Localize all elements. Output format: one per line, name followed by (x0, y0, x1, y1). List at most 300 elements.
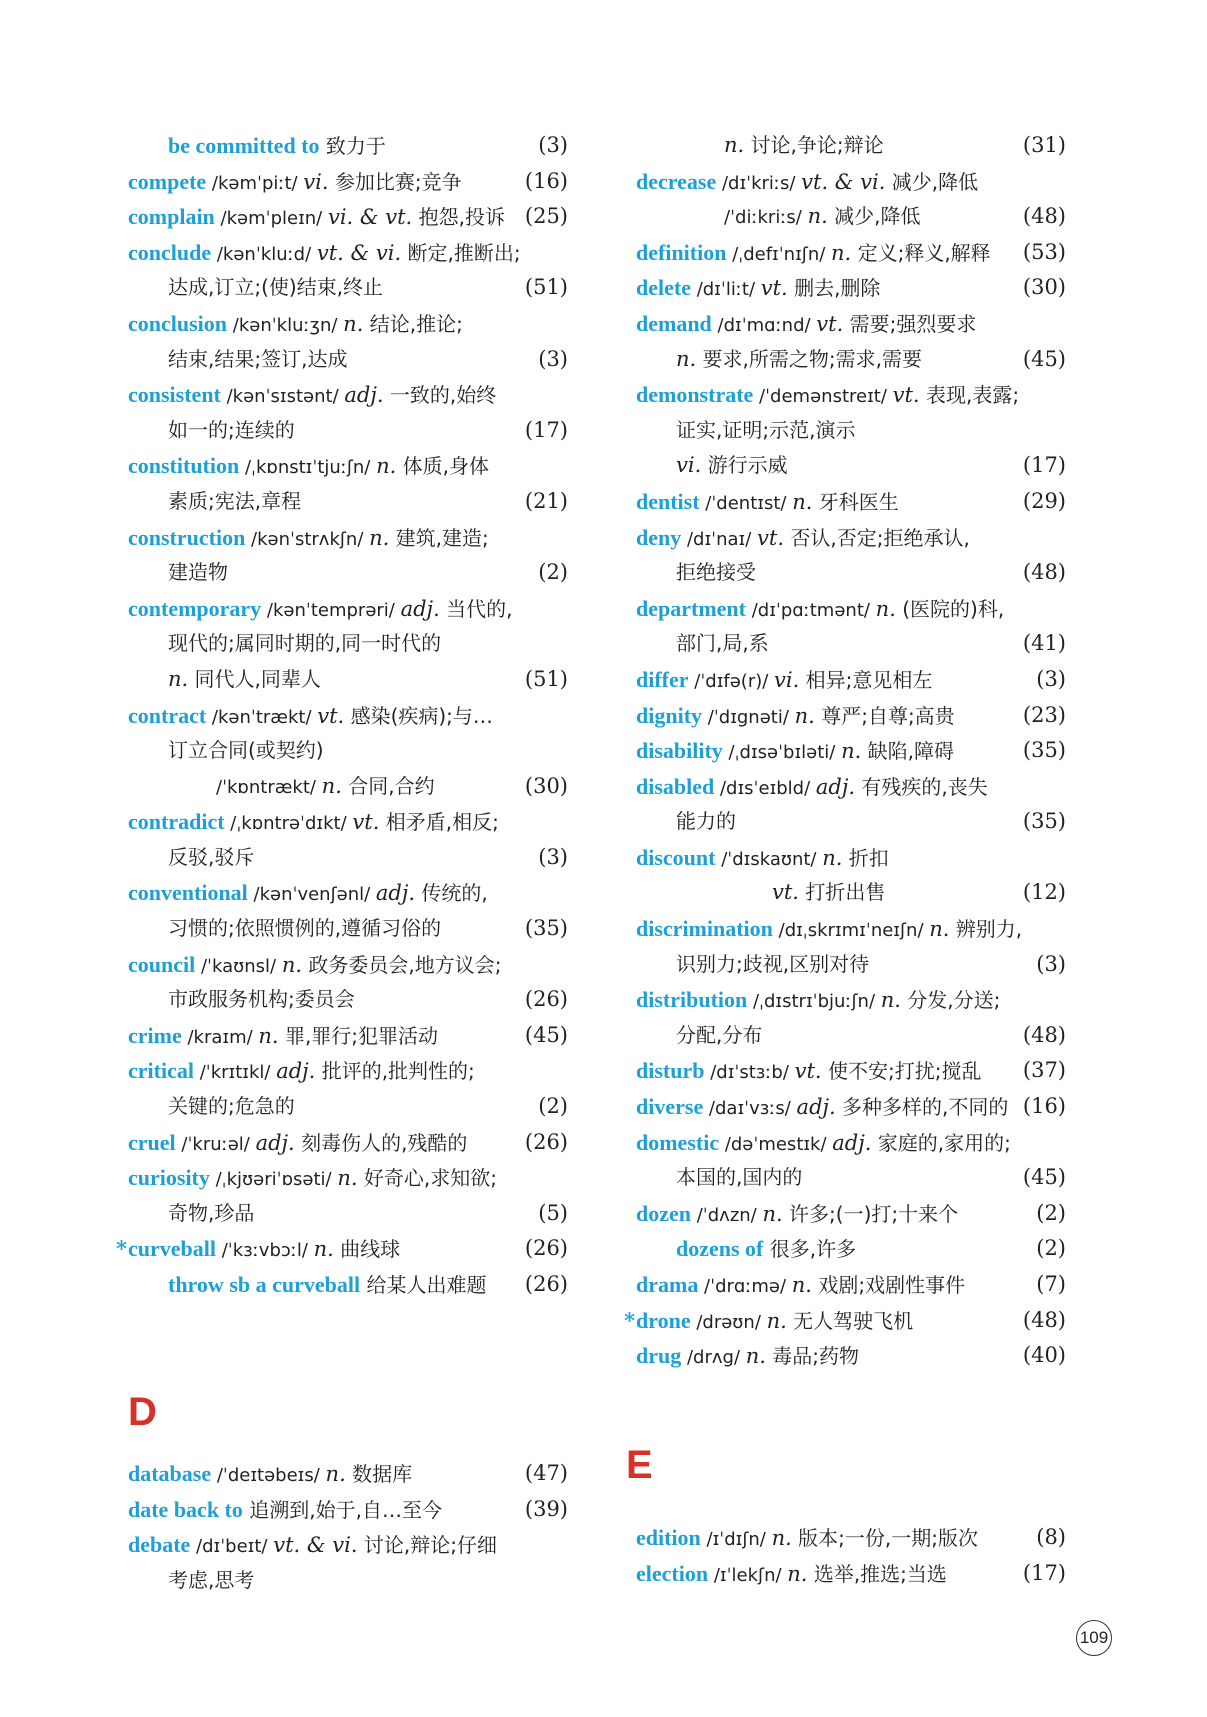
definition: 习惯的;依照惯例的,遵循习俗的 (168, 916, 442, 941)
entry-line (636, 520, 1066, 556)
phonetic: /ˈkɒntrækt/ (216, 776, 322, 798)
entry-line (128, 235, 568, 271)
part-of-speech: n. (325, 1462, 346, 1486)
phonetic: /ˈdɪfə(r)/ (688, 670, 775, 692)
phrase-headword: dozens of (676, 1236, 764, 1262)
definition: 定义;释义,解释 (851, 240, 991, 265)
unit-reference: (17) (524, 417, 568, 442)
part-of-speech: adj. (832, 1130, 872, 1155)
headword: date back to (128, 1496, 243, 1522)
dictionary-entry (128, 1527, 568, 1598)
phonetic: /ˌdefɪˈnɪʃn/ (726, 243, 832, 265)
part-of-speech: n. (376, 454, 397, 479)
unit-reference: (7) (1036, 1272, 1066, 1296)
entry-line (128, 982, 568, 1018)
headword: crime (128, 1022, 182, 1048)
definition: 很多,许多 (763, 1237, 857, 1262)
definition: 断定,推断出; (401, 240, 521, 265)
part-of-speech: n. (762, 1201, 783, 1226)
part-of-speech: n. (676, 346, 697, 371)
entry-line (636, 484, 1066, 520)
entry-line (636, 448, 1066, 484)
unit-reference: (26) (524, 1236, 568, 1261)
definition: 毒品;药物 (765, 1344, 860, 1369)
part-of-speech: n. (841, 739, 862, 764)
phonetic: /dɪˈliːt/ (690, 279, 761, 301)
definition: 考虑,思考 (168, 1567, 255, 1592)
definition: 能力的 (676, 809, 736, 834)
part-of-speech: vt. (816, 311, 844, 336)
headword: council (128, 951, 196, 977)
dictionary-entry (128, 128, 568, 164)
definition: 建筑,建造; (389, 525, 489, 550)
phonetic: /ˈkaʊnsl/ (195, 955, 282, 977)
section-d-entries (128, 1456, 568, 1598)
phonetic: /kənˈstrʌkʃn/ (245, 528, 370, 550)
headword: complain (128, 204, 215, 230)
part-of-speech: n. (771, 1526, 792, 1550)
dictionary-entry (636, 1196, 1066, 1232)
definition: 部门,局,系 (676, 631, 769, 656)
dictionary-entry (624, 1303, 1066, 1339)
part-of-speech: n. (792, 489, 813, 514)
phonetic: /ɪˈlekʃn/ (708, 1564, 788, 1586)
entry-line (128, 342, 568, 378)
entry-line (128, 1492, 568, 1528)
phonetic: /ˈdɪskaʊnt/ (715, 848, 823, 870)
unit-reference: (26) (524, 1272, 568, 1296)
phonetic: /ˌdɪstrɪˈbjuːʃn/ (747, 991, 881, 1013)
entry-line (128, 164, 568, 200)
entry-line (128, 413, 568, 449)
headword: conclusion (128, 310, 228, 336)
definition: 给某人出难题 (360, 1273, 487, 1297)
entry-line (636, 1196, 1066, 1232)
entry-line (128, 1267, 568, 1303)
entry-line (128, 128, 568, 164)
unit-reference: (40) (1022, 1343, 1066, 1368)
unit-reference: (3) (538, 346, 568, 371)
dictionary-entry (128, 1456, 568, 1492)
definition: 戏剧;戏剧性事件 (811, 1273, 966, 1297)
unit-reference: (45) (524, 1022, 568, 1047)
part-of-speech: n. (369, 525, 390, 550)
phonetic: /dɪsˈeɪbld/ (714, 777, 816, 799)
part-of-speech: n. (822, 845, 843, 870)
part-of-speech: n. (168, 666, 189, 691)
entry-line (636, 1125, 1066, 1161)
definition: 建造物 (168, 560, 228, 585)
definition: 使不安;打扰;搅乱 (821, 1059, 982, 1084)
headword: disability (636, 738, 723, 764)
entry-line (636, 1338, 1066, 1374)
part-of-speech: n. (745, 1344, 766, 1369)
entry-line (128, 769, 568, 805)
entry-line (128, 804, 568, 840)
unit-reference: (3) (1036, 666, 1066, 691)
definition: 数据库 (345, 1462, 413, 1486)
unit-reference: (3) (1036, 951, 1066, 976)
definition: 结论,推论; (363, 311, 463, 336)
definition: 家庭的,家用的; (871, 1130, 1011, 1155)
part-of-speech: vt. & vi. (316, 240, 402, 265)
unit-reference: (21) (524, 488, 568, 513)
phonetic: /dɪˈmɑːnd/ (711, 314, 817, 336)
entry-line (128, 306, 568, 342)
headword: debate (128, 1532, 191, 1558)
new-word-asterisk: * (116, 1236, 127, 1262)
headword: election (636, 1560, 709, 1586)
entry-line (624, 1303, 1066, 1339)
entry-line (636, 840, 1066, 876)
definition: 需要;强烈要求 (843, 311, 977, 336)
entry-line (128, 875, 568, 911)
dictionary-entry (636, 306, 1066, 377)
definition: 一致的,始终 (383, 383, 497, 408)
part-of-speech: vi. (774, 667, 800, 692)
definition: 现代的;属同时期的,同一时代的 (168, 631, 442, 656)
entry-line (116, 1231, 568, 1267)
phonetic: /kənˈtrækt/ (206, 706, 318, 728)
entry-line (128, 270, 568, 306)
entry-line (128, 1527, 568, 1563)
headword: department (636, 595, 746, 621)
dictionary-entry (636, 520, 1066, 591)
part-of-speech: n. (313, 1237, 334, 1262)
definition: 结束,结果;签订,达成 (168, 346, 348, 371)
part-of-speech: vt. (794, 1059, 822, 1084)
definition: 当代的, (439, 596, 513, 621)
dictionary-entry (128, 947, 568, 1018)
headword: dentist (636, 488, 700, 514)
unit-reference: (30) (524, 773, 568, 798)
part-of-speech: vt. (317, 703, 345, 728)
part-of-speech: n. (794, 703, 815, 728)
entry-line (636, 128, 1066, 164)
entry-line (636, 413, 1066, 449)
unit-reference: (2) (538, 560, 568, 585)
definition: 多种多样的,不同的 (835, 1095, 1009, 1120)
part-of-speech: n. (875, 596, 896, 621)
definition: 否认,否定;拒绝承认, (784, 525, 970, 550)
part-of-speech: vt. (892, 383, 920, 408)
phonetic: /ˈkɜːvbɔːl/ (216, 1240, 314, 1262)
entry-line (128, 377, 568, 413)
headword: constitution (128, 453, 240, 479)
dictionary-entry (128, 377, 568, 448)
definition: 选举,推选;当选 (807, 1561, 947, 1586)
definition: 无人驾驶飞机 (786, 1308, 914, 1333)
dictionary-entry (636, 662, 1066, 698)
entry-line (128, 1018, 568, 1054)
entry-line (636, 270, 1066, 306)
dictionary-entry (636, 270, 1066, 306)
definition: 表现,表露; (919, 383, 1020, 408)
unit-reference: (45) (1022, 346, 1066, 371)
definition: 致力于 (319, 134, 386, 158)
unit-reference: (39) (524, 1496, 568, 1521)
part-of-speech: n. (724, 133, 745, 157)
unit-reference: (35) (1022, 809, 1066, 834)
new-word-asterisk: * (624, 1307, 635, 1333)
headword: drug (636, 1343, 682, 1369)
entry-line (128, 1456, 568, 1492)
headword: deny (636, 524, 682, 550)
entry-line (128, 1125, 568, 1161)
entry-line (636, 662, 1066, 698)
phonetic: /drʌg/ (681, 1347, 746, 1369)
dictionary-entry (128, 591, 568, 698)
part-of-speech: adj. (375, 881, 416, 906)
entry-line (636, 698, 1066, 734)
dictionary-entry (636, 1125, 1066, 1196)
headword: conventional (128, 880, 248, 906)
definition: 市政服务机构;委员会 (168, 987, 355, 1012)
entry-line (636, 306, 1066, 342)
dictionary-entry (636, 1053, 1066, 1089)
unit-reference: (53) (1022, 239, 1066, 264)
definition: 减少,降低 (885, 169, 979, 194)
phonetic: /dɪˈnaɪ/ (681, 528, 758, 550)
unit-reference: (17) (1022, 1560, 1066, 1585)
dictionary-entry (636, 698, 1066, 734)
entry-line (128, 733, 568, 769)
entry-line (636, 235, 1066, 271)
unit-reference: (25) (524, 204, 568, 229)
phonetic: /dɪˈkriːs/ (716, 172, 802, 194)
part-of-speech: n. (929, 917, 950, 942)
phonetic: /ˌkɒnstɪˈtjuːʃn/ (239, 457, 377, 479)
dictionary-entry (636, 769, 1066, 840)
dictionary-entry (636, 1231, 1066, 1267)
definition: 本国的,国内的 (676, 1165, 803, 1190)
definition: 许多;(一)打;十来个 (782, 1201, 959, 1226)
definition: 游行示威 (701, 453, 788, 478)
entry-line (636, 1089, 1066, 1125)
definition: 感染(疾病);与… (344, 703, 493, 728)
dictionary-entry (116, 1231, 568, 1267)
entry-line (128, 662, 568, 698)
phrase-headword: throw sb a curveball (168, 1272, 361, 1297)
definition: 尊严;自尊;高贵 (814, 703, 955, 728)
headword: compete (128, 168, 207, 194)
definition: 好奇心,求知欲; (357, 1166, 497, 1191)
headword: distribution (636, 987, 748, 1013)
entry-line (128, 555, 568, 591)
entry-line (128, 591, 568, 627)
phonetic: /ˈdentɪst/ (699, 492, 793, 514)
headword: conclude (128, 239, 212, 265)
entry-line (128, 484, 568, 520)
part-of-speech: n. (281, 952, 303, 977)
entry-line (636, 1018, 1066, 1054)
phonetic: /kənˈvenʃənl/ (247, 884, 376, 906)
unit-reference: (26) (524, 987, 568, 1012)
dictionary-entry (128, 164, 568, 200)
entry-line (636, 1267, 1066, 1303)
definition: 传统的, (415, 881, 488, 906)
phrase-headword: be committed to (168, 133, 320, 158)
unit-reference: (16) (524, 168, 568, 193)
unit-reference: (12) (1022, 880, 1066, 905)
part-of-speech: adj. (796, 1095, 836, 1120)
part-of-speech: adj. (255, 1130, 295, 1155)
dictionary-entry (128, 1053, 568, 1124)
entry-line (128, 448, 568, 484)
definition: 版本;一份,一期;版次 (791, 1526, 978, 1550)
unit-reference: (47) (524, 1461, 568, 1485)
definition: 拒绝接受 (676, 560, 756, 585)
entry-line (128, 840, 568, 876)
phonetic: /dɪˈbeɪt/ (190, 1536, 274, 1558)
headword: edition (636, 1525, 701, 1550)
definition: 辨别力, (949, 917, 1023, 942)
unit-reference: (48) (1022, 1022, 1066, 1047)
part-of-speech: n. (337, 1166, 358, 1191)
part-of-speech: vt. (760, 276, 788, 301)
part-of-speech: n. (343, 311, 364, 336)
unit-reference: (29) (1022, 488, 1066, 513)
dictionary-entry (128, 804, 568, 875)
unit-reference: (26) (524, 1129, 568, 1154)
dictionary-entry (636, 1267, 1066, 1303)
headword: differ (636, 666, 689, 692)
dictionary-entry (636, 377, 1066, 484)
headword: discrimination (636, 916, 773, 942)
dictionary-entry (128, 698, 568, 805)
definition: 分配,分布 (676, 1022, 763, 1047)
entry-line (636, 982, 1066, 1018)
unit-reference: (16) (1022, 1094, 1066, 1119)
definition: 追溯到,始于,自…至今 (242, 1497, 442, 1522)
dictionary-entry (128, 235, 568, 306)
definition: 曲线球 (333, 1237, 401, 1262)
phonetic: /daɪˈvɜːs/ (703, 1098, 797, 1120)
phonetic: /ˌdɪsəˈbɪləti/ (722, 742, 842, 764)
definition: 要求,所需之物;需求,需要 (696, 346, 923, 371)
section-letter-d: D (128, 1390, 157, 1434)
headword: contemporary (128, 595, 262, 621)
phonetic: /ˈdɪgnəti/ (702, 706, 795, 728)
part-of-speech: vi. (676, 453, 702, 478)
entry-line (128, 199, 568, 235)
part-of-speech: n. (807, 204, 828, 229)
phonetic: /dɪˌskrɪmɪˈneɪʃn/ (772, 920, 930, 942)
headword: dignity (636, 702, 703, 728)
definition: 缺陷,障碍 (861, 739, 955, 764)
headword: demonstrate (636, 382, 754, 408)
unit-reference: (35) (524, 916, 568, 941)
entry-line (636, 626, 1066, 662)
dictionary-entry (128, 1018, 568, 1054)
dictionary-entry (636, 484, 1066, 520)
part-of-speech: n. (787, 1561, 808, 1586)
headword: delete (636, 275, 691, 301)
entry-line (636, 164, 1066, 200)
entry-line (636, 911, 1066, 947)
part-of-speech: adj. (400, 596, 440, 621)
definition: 合同,合约 (341, 773, 435, 798)
definition: 同代人,同辈人 (188, 666, 321, 691)
dictionary-entry (636, 911, 1066, 982)
entry-line (128, 911, 568, 947)
headword: drone (636, 1307, 691, 1333)
headword: discount (636, 844, 716, 870)
definition: 折扣 (842, 845, 889, 870)
headword: consistent (128, 382, 221, 408)
part-of-speech: vt. (352, 810, 380, 835)
part-of-speech: n. (766, 1308, 787, 1333)
entry-line (636, 733, 1066, 769)
headword: database (128, 1461, 212, 1486)
entry-line (128, 1196, 568, 1232)
entry-line (128, 1089, 568, 1125)
unit-reference: (48) (1022, 204, 1066, 229)
definition: 刻毒伤人的,残酷的 (294, 1130, 468, 1155)
dictionary-entry (128, 520, 568, 591)
phonetic: /dɪˈstɜːb/ (704, 1062, 795, 1084)
headword: disturb (636, 1058, 705, 1084)
definition: 批评的,批判性的; (315, 1059, 475, 1084)
part-of-speech: vi. & vt. (327, 205, 413, 230)
dictionary-entry (128, 875, 568, 946)
dictionary-entry (636, 591, 1066, 662)
unit-reference: (51) (524, 666, 568, 691)
dictionary-entry (128, 199, 568, 235)
entry-line (636, 1053, 1066, 1089)
phonetic: /ˈdemənstreɪt/ (753, 386, 893, 408)
phonetic: /kənˈkluːʒn/ (227, 314, 344, 336)
right-column (624, 128, 1066, 1374)
definition: (医院的)科, (895, 596, 1005, 621)
unit-reference: (3) (538, 133, 568, 157)
definition: 打折出售 (798, 880, 886, 905)
unit-reference: (2) (538, 1094, 568, 1119)
dictionary-entry (128, 1267, 568, 1303)
definition: 反驳,驳斥 (168, 844, 255, 869)
phonetic: /kənˈtemprəri/ (261, 599, 401, 621)
entry-line (128, 1053, 568, 1089)
entry-line (636, 947, 1066, 983)
dictionary-entry (636, 840, 1066, 911)
definition: 政务委员会,地方议会; (302, 952, 502, 977)
definition: 相矛盾,相反; (379, 810, 499, 835)
page-number: 109 (1076, 1620, 1112, 1656)
dictionary-entry (128, 1492, 568, 1528)
entry-line (636, 1556, 1066, 1592)
dictionary-entry (636, 1556, 1066, 1592)
section-e-entries (636, 1520, 1066, 1591)
entry-line (128, 520, 568, 556)
unit-reference: (37) (1022, 1058, 1066, 1083)
dictionary-entry (636, 1089, 1066, 1125)
definition: 删去,删除 (787, 276, 881, 301)
phonetic: /kraɪm/ (181, 1026, 259, 1048)
entry-line (128, 626, 568, 662)
part-of-speech: n. (791, 1273, 812, 1297)
unit-reference: (31) (1022, 133, 1066, 157)
headword: dozen (636, 1200, 691, 1226)
entry-line (636, 804, 1066, 840)
definition: 减少,降低 (827, 204, 921, 229)
headword: curveball (128, 1236, 216, 1262)
headword: contract (128, 702, 207, 728)
unit-reference: (41) (1022, 631, 1066, 656)
phonetic: /ɪˈdɪʃn/ (700, 1529, 772, 1550)
definition: 关键的;危急的 (168, 1094, 295, 1119)
headword: diverse (636, 1094, 704, 1120)
unit-reference: (17) (1022, 453, 1066, 478)
